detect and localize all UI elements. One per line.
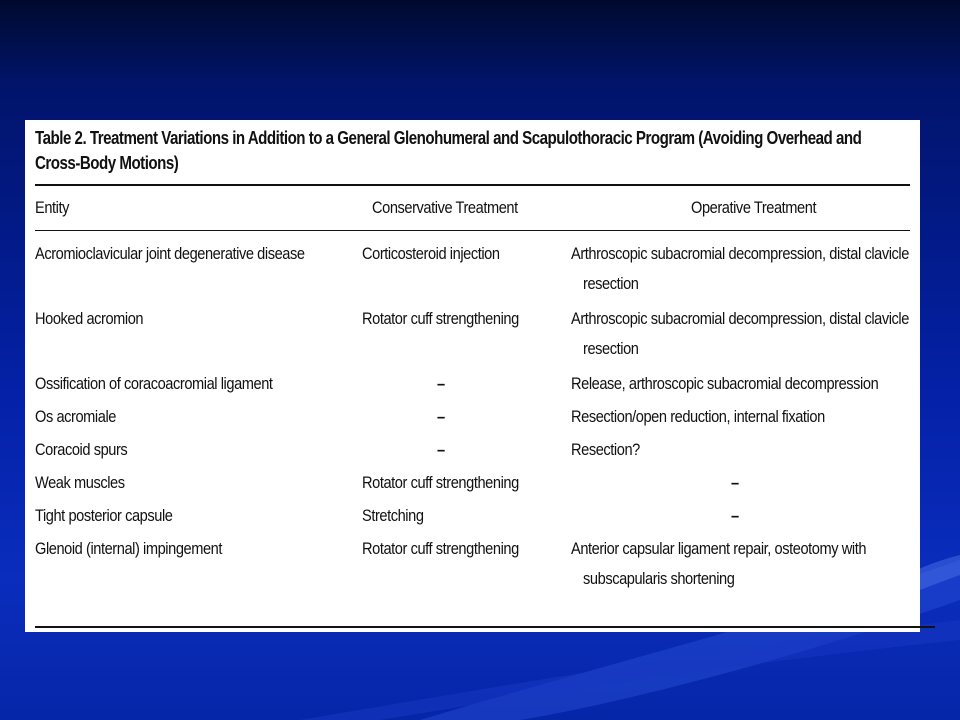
table-row <box>35 468 910 501</box>
cell-conservative: Rotator cuff strengthening <box>362 473 519 492</box>
header-entity: Entity <box>35 198 69 217</box>
cell-entity: Glenoid (internal) impingement <box>35 539 223 558</box>
cell-entity: Weak muscles <box>35 473 125 492</box>
table-title: Table 2. Treatment Variations in Addition to a General Glenohumeral and Scapulothoracic Program (Avoiding Overhead and Cross-Body Motions) <box>35 128 862 173</box>
table-card <box>25 120 920 632</box>
cell-operative: Release, arthroscopic subacromial decompression <box>571 374 879 393</box>
cell-operative: Arthroscopic subacromial decompression, distal clavicle resection <box>571 244 909 293</box>
cell-conservative: – <box>437 407 445 426</box>
table-row <box>35 369 910 402</box>
header-row <box>35 186 960 230</box>
cell-conservative: Corticosteroid injection <box>362 244 500 263</box>
table-row <box>35 534 910 599</box>
cell-entity: Ossification of coracoacromial ligament <box>35 374 273 393</box>
cell-conservative: – <box>437 440 445 459</box>
header-conservative: Conservative Treatment <box>372 198 518 217</box>
cell-operative: Arthroscopic subacromial decompression, distal clavicle resection <box>571 309 909 358</box>
table-row <box>35 304 910 369</box>
bottom-rule <box>35 626 935 628</box>
table-row <box>35 402 910 435</box>
header-operative: Operative Treatment <box>691 198 817 217</box>
cell-conservative: Rotator cuff strengthening <box>362 309 519 328</box>
table-row <box>35 435 910 468</box>
cell-operative: – <box>731 473 739 492</box>
cell-conservative: Rotator cuff strengthening <box>362 539 519 558</box>
cell-operative: – <box>731 506 739 525</box>
cell-entity: Tight posterior capsule <box>35 506 173 525</box>
table-row <box>35 501 910 534</box>
treatment-table <box>35 186 960 230</box>
cell-entity: Hooked acromion <box>35 309 144 328</box>
cell-conservative: Stretching <box>362 506 424 525</box>
cell-entity: Acromioclavicular joint degenerative disease <box>35 244 305 263</box>
cell-operative: Resection? <box>571 440 640 459</box>
cell-operative: Resection/open reduction, internal fixation <box>571 407 825 426</box>
treatment-table-body <box>35 231 910 599</box>
cell-operative: Anterior capsular ligament repair, osteotomy with subscapularis shortening <box>571 539 867 588</box>
cell-entity: Os acromiale <box>35 407 116 426</box>
cell-entity: Coracoid spurs <box>35 440 128 459</box>
cell-conservative: – <box>437 374 445 393</box>
table-row <box>35 239 910 304</box>
